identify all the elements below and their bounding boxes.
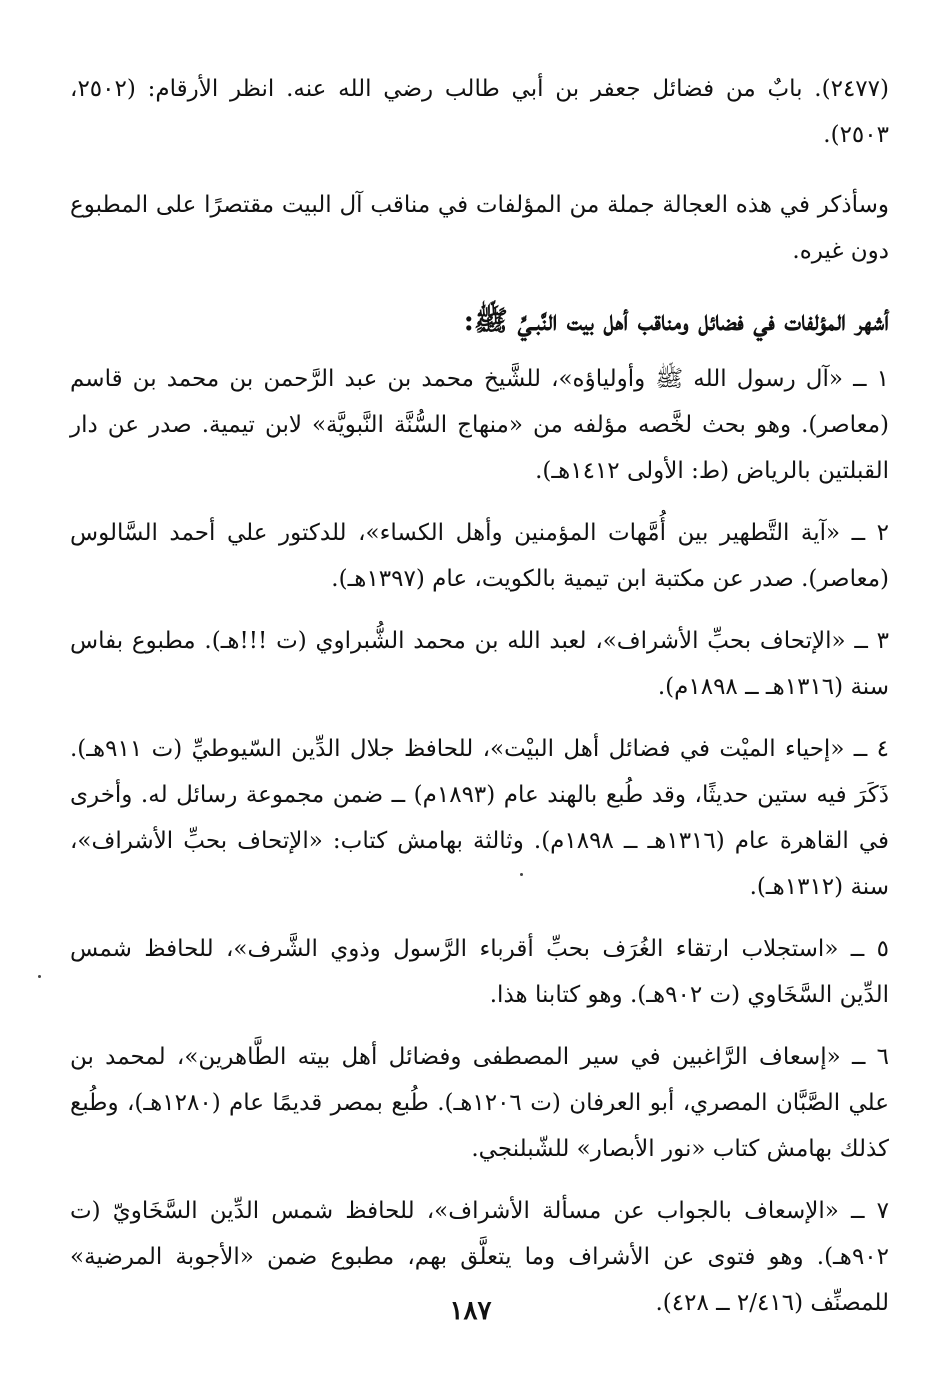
item-text: «إسعاف الرَّاغبين في سير المصطفى وفضائل أهل بيته الطَّاهرين»، لمحمد بن علي الصَّبَّان المصري، أبو العرفان (ت ١٢٠٦هـ). طُبع بمصر قديمًا عام (١٢٨٠هـ)، وطُبع كذلك بهامش كتاب «نور الأبصار» للشّبلنجي. bbox=[70, 1044, 890, 1162]
reference-paragraph: (٢٤٧٧). بابٌ من فضائل جعفر بن أبي طالب رضي الله عنه. انظر الأرقام: (٢٥٠٢، ٢٥٠٣). bbox=[70, 76, 889, 148]
section-heading: أشهر المؤلفات في فضائل ومناقب أهل بيت النَّبـيِّ ﷺ: bbox=[463, 304, 889, 337]
works-list bbox=[70, 356, 889, 1326]
list-item bbox=[70, 618, 889, 710]
item-text: «الإسعاف بالجواب عن مسألة الأشراف»، للحافظ شمس الدِّين السَّخَاويّ (ت ٩٠٢هـ). وهو فتوى عن الأشراف وما يتعلَّق بهم، مطبوع ضمن «الأجوبة المرضية» للمصنِّف (٢/٤١٦ ــ ٤٢٨). bbox=[70, 1198, 889, 1316]
item-text: «آل رسول الله ﷺ وأولياؤه»، للشَّيخ محمد بن عبد الرَّحمن بن محمد بن قاسم (معاصر). وهو بحث لخَّصه مؤلفه من «منهاج السُّنَّة النَّبويَّة» لابن تيمية. صدر عن دار القبلتين بالرياض (ط: الأولى ١٤١٢هـ). bbox=[70, 366, 889, 484]
list-item bbox=[70, 726, 889, 910]
item-text: «آية التَّطهير بين أُمَّهات المؤمنين وأهل الكساء»، للدكتور علي أحمد السَّالوس (معاصر). صدر عن مكتبة ابن تيمية بالكويت، عام (١٣٩٧هـ). bbox=[70, 520, 889, 592]
intro-paragraph: وسأذكر في هذه العجالة جملة من المؤلفات في مناقب آل البيت مقتصرًا على المطبوع دون غيره. bbox=[70, 192, 889, 264]
list-item bbox=[70, 356, 889, 494]
scan-speck bbox=[38, 975, 41, 978]
item-number: ٢ ــ bbox=[851, 520, 890, 546]
list-item bbox=[70, 510, 889, 602]
item-number: ٤ ــ bbox=[853, 736, 889, 762]
page-number: ١٨٧ bbox=[449, 1296, 492, 1326]
item-text: «إحياء الميْت في فضائل أهل البيْت»، للحافظ جلال الدِّين السّيوطيِّ (ت ٩١١هـ). ذَكَرَ فيه ستين حديثًا، وقد طُبع بالهند عام (١٨٩٣م) ــ ضمن مجموعة رسائل له. وأخرى في القاهرة عام (١٣١٦هـ ــ ١٨٩٨م). وثالثة بهامش كتاب: «الإتحاف بحبِّ الأشراف»، سنة (١٣١٢هـ). bbox=[70, 736, 890, 900]
item-number: ٦ ــ bbox=[851, 1044, 890, 1070]
item-text: «استجلاب ارتقاء الغُرَف بحبِّ أقرباء الرَّسول وذوي الشَّرف»، للحافظ شمس الدِّين السَّخَاوي (ت ٩٠٢هـ). وهو كتابنا هذا. bbox=[70, 936, 889, 1008]
scan-speck bbox=[520, 873, 523, 876]
item-text: «الإتحاف بحبِّ الأشراف»، لعبد الله بن محمد الشُّبراوي (ت !!!هـ). مطبوع بفاس سنة (١٣١٦هـ ــ ١٨٩٨م). bbox=[70, 628, 889, 700]
item-number: ١ ــ bbox=[853, 366, 889, 392]
item-number: ٧ ــ bbox=[851, 1198, 890, 1224]
item-number: ٣ ــ bbox=[854, 628, 889, 654]
page-body bbox=[70, 66, 889, 1342]
item-number: ٥ ــ bbox=[850, 936, 889, 962]
list-item bbox=[70, 926, 889, 1018]
list-item bbox=[70, 1034, 889, 1172]
